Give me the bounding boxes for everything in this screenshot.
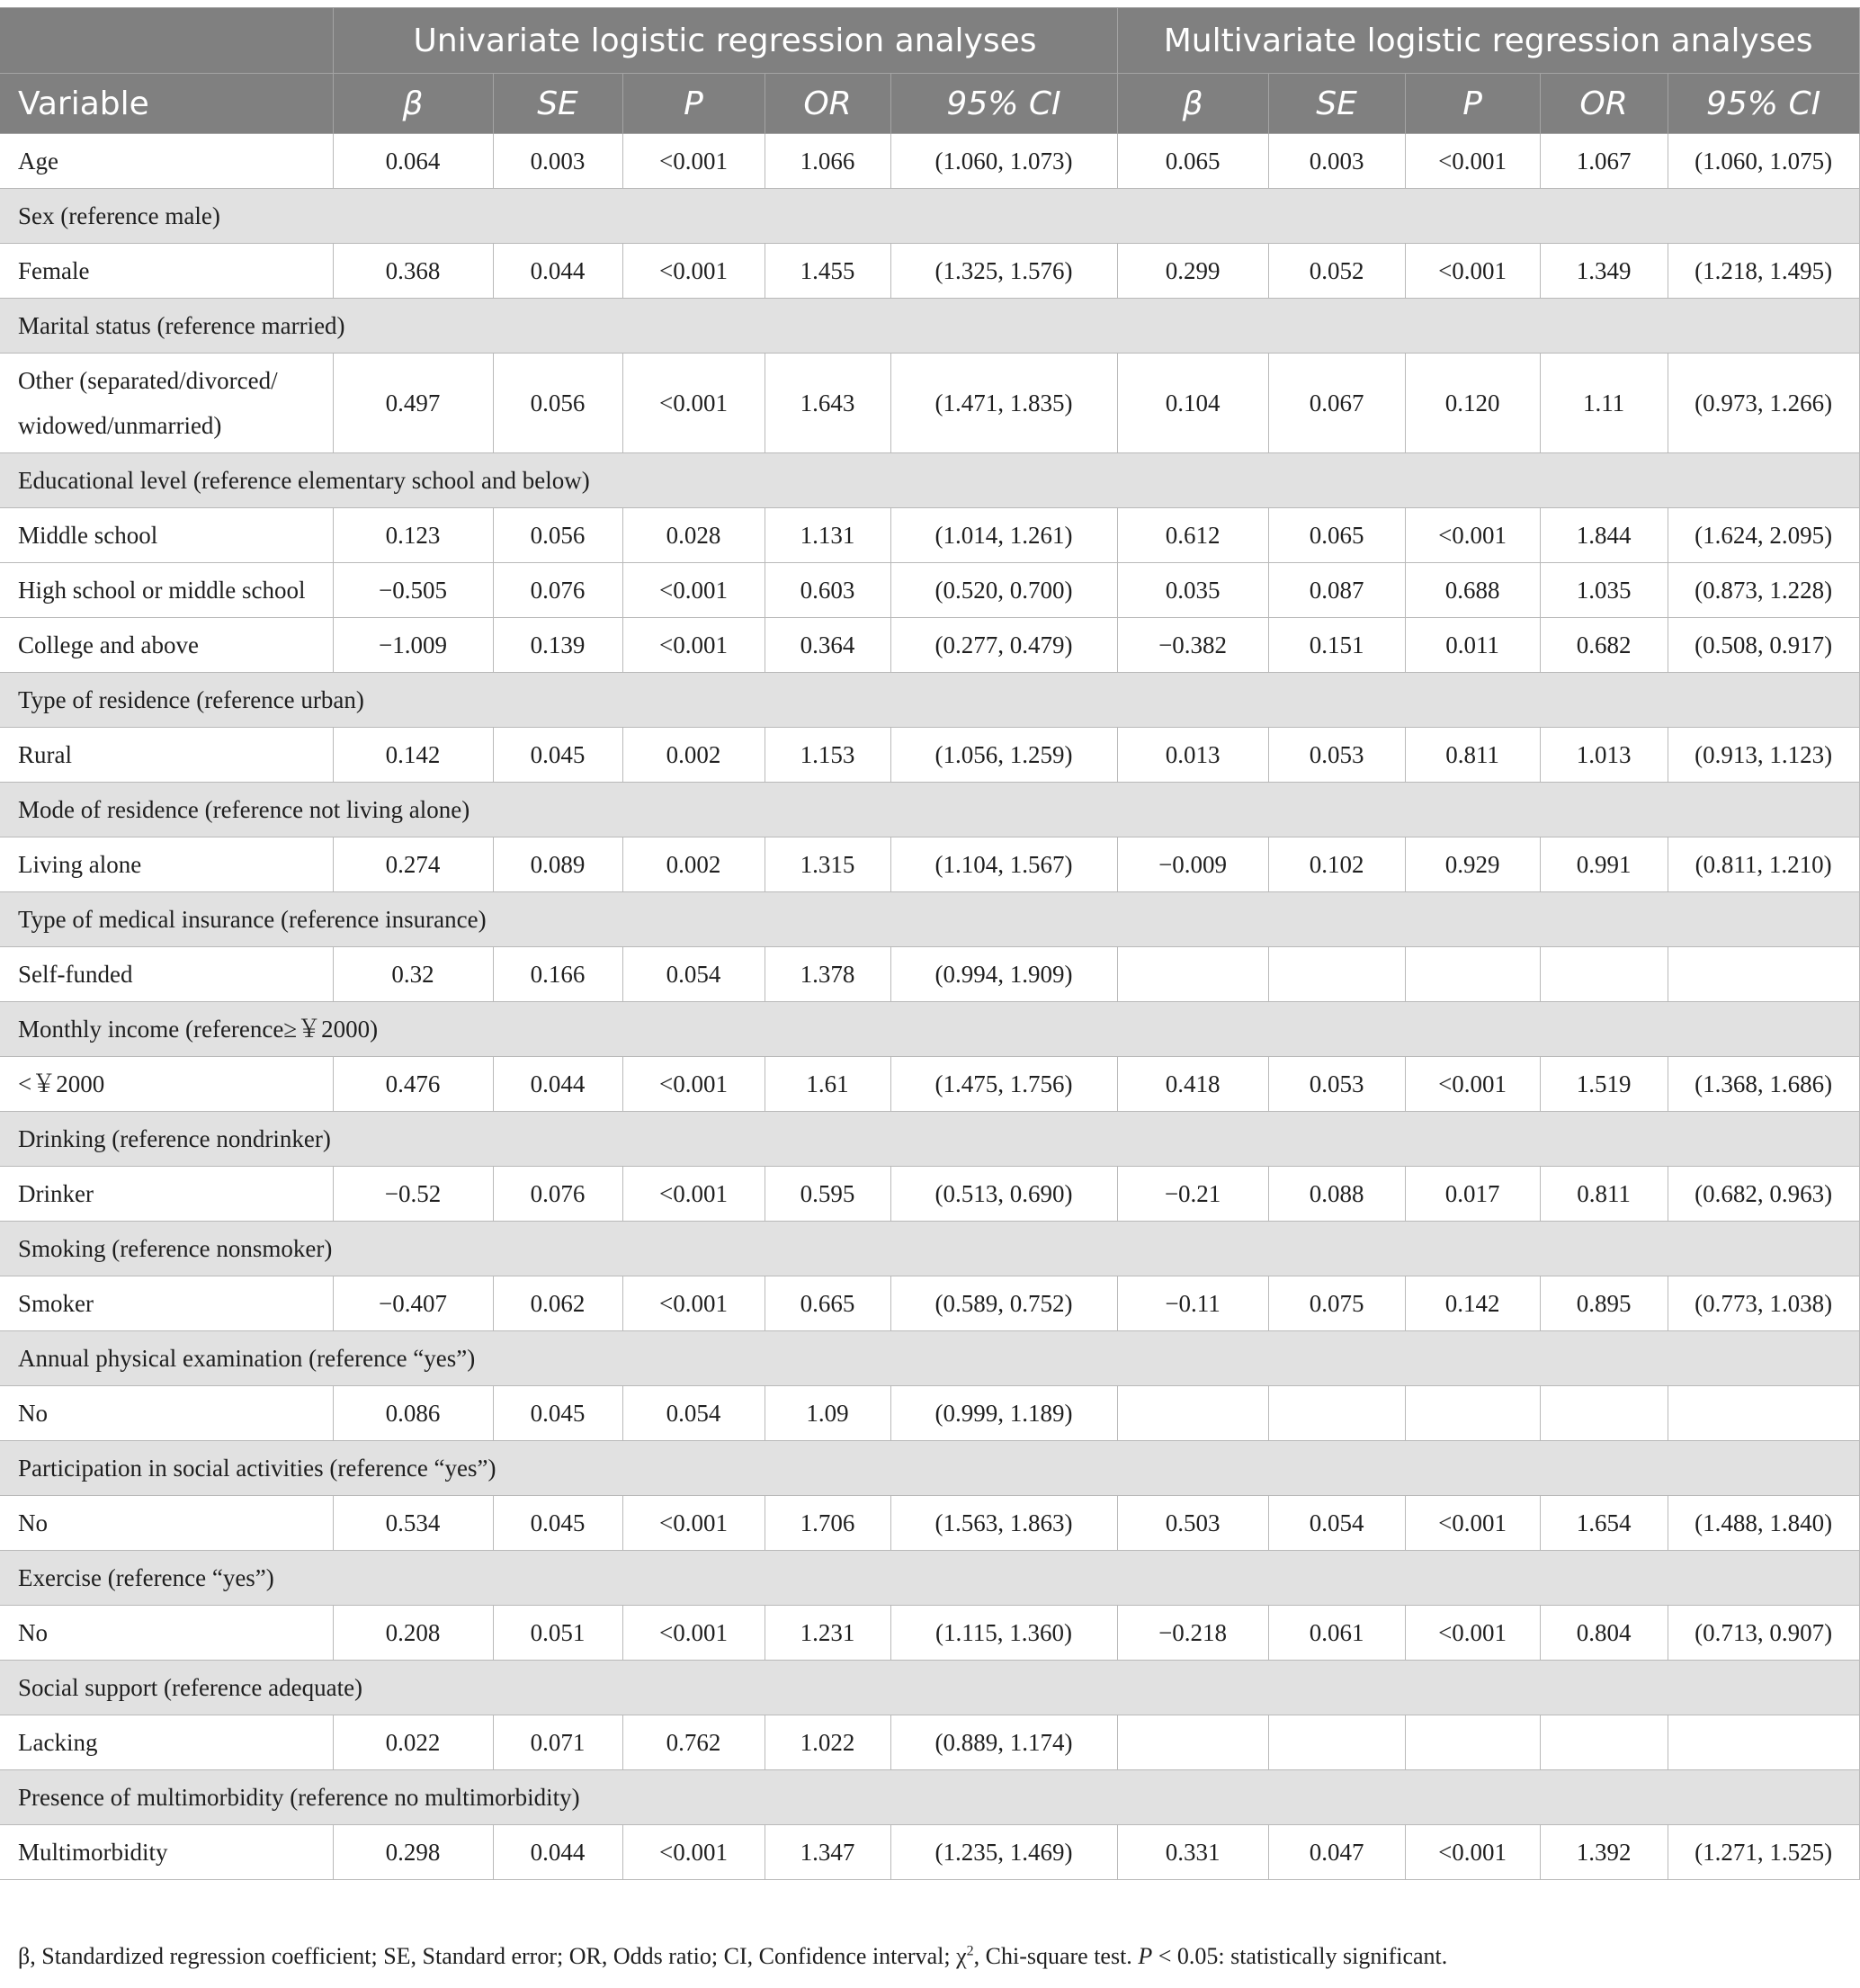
- uni-se-cell: 0.044: [493, 244, 622, 299]
- uni-or-cell: 0.595: [765, 1167, 890, 1222]
- table-row: [0, 354, 1859, 453]
- uni-or-cell: 0.603: [765, 563, 890, 618]
- section-label: Mode of residence (reference not living alone): [0, 783, 1859, 837]
- multi-se-cell: [1268, 1386, 1405, 1441]
- multi-p-cell: 0.120: [1405, 354, 1540, 453]
- uni-beta-header: β: [333, 74, 493, 134]
- uni-ci-header: 95% CI: [890, 74, 1117, 134]
- multi-se-cell: 0.088: [1268, 1167, 1405, 1222]
- multivariate-group-header: Multivariate logistic regression analyses: [1117, 8, 1859, 74]
- uni-se-cell: 0.045: [493, 728, 622, 783]
- section-row: [0, 892, 1859, 947]
- multi-p-cell: 0.011: [1405, 618, 1540, 673]
- section-row: [0, 189, 1859, 244]
- table-row: [0, 1386, 1859, 1441]
- section-row: [0, 299, 1859, 354]
- uni-beta-cell: −0.52: [333, 1167, 493, 1222]
- multi-p-cell: 0.929: [1405, 837, 1540, 892]
- multi-or-cell: 1.844: [1540, 508, 1668, 563]
- footnote-italic-p: P: [1138, 1943, 1153, 1969]
- multi-beta-cell: 0.065: [1117, 134, 1268, 189]
- section-row: [0, 1222, 1859, 1276]
- table-body: [0, 134, 1859, 1880]
- table-row: [0, 1496, 1859, 1551]
- multi-p-cell: <0.001: [1405, 134, 1540, 189]
- section-row: [0, 673, 1859, 728]
- variable-label: No: [0, 1606, 333, 1661]
- multi-or-cell: 1.067: [1540, 134, 1668, 189]
- multi-p-cell: [1405, 1386, 1540, 1441]
- variable-label: Age: [0, 134, 333, 189]
- header-column-row: [0, 74, 1859, 134]
- multi-or-cell: 1.519: [1540, 1057, 1668, 1112]
- multi-beta-cell: 0.503: [1117, 1496, 1268, 1551]
- uni-p-cell: <0.001: [622, 1496, 765, 1551]
- univariate-group-header: Univariate logistic regression analyses: [333, 8, 1117, 74]
- uni-se-cell: 0.056: [493, 354, 622, 453]
- uni-se-header: SE: [493, 74, 622, 134]
- uni-beta-cell: −1.009: [333, 618, 493, 673]
- multi-or-cell: [1540, 1715, 1668, 1770]
- uni-or-cell: 1.066: [765, 134, 890, 189]
- multi-beta-cell: 0.612: [1117, 508, 1268, 563]
- multi-p-cell: <0.001: [1405, 508, 1540, 563]
- multi-se-cell: [1268, 947, 1405, 1002]
- multi-se-cell: 0.087: [1268, 563, 1405, 618]
- variable-label: No: [0, 1496, 333, 1551]
- multi-or-cell: 0.895: [1540, 1276, 1668, 1331]
- multi-beta-cell: [1117, 1386, 1268, 1441]
- uni-p-cell: <0.001: [622, 1825, 765, 1880]
- uni-or-cell: 1.131: [765, 508, 890, 563]
- uni-or-cell: 1.153: [765, 728, 890, 783]
- uni-se-cell: 0.003: [493, 134, 622, 189]
- multi-ci-cell: (1.218, 1.495): [1668, 244, 1859, 299]
- header-corner-cell: [0, 8, 333, 74]
- uni-se-cell: 0.166: [493, 947, 622, 1002]
- table-row: [0, 134, 1859, 189]
- uni-ci-cell: (0.513, 0.690): [890, 1167, 1117, 1222]
- table-row: [0, 1276, 1859, 1331]
- uni-beta-cell: 0.476: [333, 1057, 493, 1112]
- multi-beta-header: β: [1117, 74, 1268, 134]
- table-row: [0, 1057, 1859, 1112]
- uni-ci-cell: (0.589, 0.752): [890, 1276, 1117, 1331]
- multi-beta-cell: −0.11: [1117, 1276, 1268, 1331]
- table-row: [0, 1715, 1859, 1770]
- uni-ci-cell: (0.520, 0.700): [890, 563, 1117, 618]
- multi-p-header: P: [1405, 74, 1540, 134]
- uni-or-cell: 1.61: [765, 1057, 890, 1112]
- multi-beta-cell: 0.013: [1117, 728, 1268, 783]
- uni-ci-cell: (1.056, 1.259): [890, 728, 1117, 783]
- multi-beta-cell: −0.382: [1117, 618, 1268, 673]
- uni-se-cell: 0.071: [493, 1715, 622, 1770]
- table-row: [0, 728, 1859, 783]
- uni-ci-cell: (1.325, 1.576): [890, 244, 1117, 299]
- uni-p-cell: <0.001: [622, 1057, 765, 1112]
- uni-p-cell: <0.001: [622, 1276, 765, 1331]
- table-row: [0, 1167, 1859, 1222]
- multi-ci-cell: (1.060, 1.075): [1668, 134, 1859, 189]
- uni-or-cell: 1.455: [765, 244, 890, 299]
- multi-p-cell: [1405, 1715, 1540, 1770]
- multi-ci-cell: (0.682, 0.963): [1668, 1167, 1859, 1222]
- uni-ci-cell: (0.994, 1.909): [890, 947, 1117, 1002]
- multi-beta-cell: −0.21: [1117, 1167, 1268, 1222]
- footnote-text-2: , Chi-square test.: [973, 1943, 1139, 1969]
- uni-ci-cell: (0.277, 0.479): [890, 618, 1117, 673]
- multi-or-cell: 1.035: [1540, 563, 1668, 618]
- uni-beta-cell: −0.505: [333, 563, 493, 618]
- uni-ci-cell: (1.115, 1.360): [890, 1606, 1117, 1661]
- uni-beta-cell: 0.274: [333, 837, 493, 892]
- multi-p-cell: <0.001: [1405, 1606, 1540, 1661]
- multi-se-cell: [1268, 1715, 1405, 1770]
- multi-ci-cell: (0.873, 1.228): [1668, 563, 1859, 618]
- section-label: Type of medical insurance (reference insurance): [0, 892, 1859, 947]
- uni-beta-cell: −0.407: [333, 1276, 493, 1331]
- multi-se-header: SE: [1268, 74, 1405, 134]
- uni-ci-cell: (0.889, 1.174): [890, 1715, 1117, 1770]
- variable-label: Drinker: [0, 1167, 333, 1222]
- multi-se-cell: 0.053: [1268, 1057, 1405, 1112]
- multi-se-cell: 0.102: [1268, 837, 1405, 892]
- multi-ci-cell: [1668, 947, 1859, 1002]
- multi-beta-cell: [1117, 1715, 1268, 1770]
- multi-beta-cell: 0.035: [1117, 563, 1268, 618]
- uni-p-cell: <0.001: [622, 563, 765, 618]
- regression-table: [0, 7, 1860, 1880]
- multi-p-cell: <0.001: [1405, 1496, 1540, 1551]
- multi-se-cell: 0.065: [1268, 508, 1405, 563]
- multi-or-cell: 0.991: [1540, 837, 1668, 892]
- uni-p-header: P: [622, 74, 765, 134]
- uni-ci-cell: (0.999, 1.189): [890, 1386, 1117, 1441]
- variable-label: High school or middle school: [0, 563, 333, 618]
- table-row: [0, 1606, 1859, 1661]
- uni-p-cell: <0.001: [622, 244, 765, 299]
- uni-beta-cell: 0.142: [333, 728, 493, 783]
- uni-p-cell: <0.001: [622, 618, 765, 673]
- multi-se-cell: 0.067: [1268, 354, 1405, 453]
- uni-or-cell: 1.378: [765, 947, 890, 1002]
- multi-beta-cell: 0.418: [1117, 1057, 1268, 1112]
- uni-or-cell: 0.364: [765, 618, 890, 673]
- section-label: Presence of multimorbidity (reference no multimorbidity): [0, 1770, 1859, 1825]
- multi-beta-cell: [1117, 947, 1268, 1002]
- multi-p-cell: <0.001: [1405, 244, 1540, 299]
- uni-ci-cell: (1.475, 1.756): [890, 1057, 1117, 1112]
- uni-or-cell: 1.706: [765, 1496, 890, 1551]
- variable-label: College and above: [0, 618, 333, 673]
- variable-label: Middle school: [0, 508, 333, 563]
- section-label: Monthly income (reference≥￥2000): [0, 1002, 1859, 1057]
- multi-or-cell: 0.804: [1540, 1606, 1668, 1661]
- section-row: [0, 1112, 1859, 1167]
- section-label: Exercise (reference “yes”): [0, 1551, 1859, 1606]
- multi-or-cell: 1.349: [1540, 244, 1668, 299]
- uni-se-cell: 0.062: [493, 1276, 622, 1331]
- variable-label: Other (separated/divorced/ widowed/unmarried): [0, 354, 333, 453]
- uni-p-cell: 0.054: [622, 947, 765, 1002]
- uni-se-cell: 0.044: [493, 1057, 622, 1112]
- uni-beta-cell: 0.022: [333, 1715, 493, 1770]
- uni-p-cell: <0.001: [622, 134, 765, 189]
- uni-or-cell: 1.022: [765, 1715, 890, 1770]
- multi-or-cell: 1.11: [1540, 354, 1668, 453]
- multi-p-cell: 0.811: [1405, 728, 1540, 783]
- variable-label: Living alone: [0, 837, 333, 892]
- multi-or-cell: [1540, 947, 1668, 1002]
- multi-se-cell: 0.053: [1268, 728, 1405, 783]
- uni-se-cell: 0.076: [493, 1167, 622, 1222]
- multi-se-cell: 0.075: [1268, 1276, 1405, 1331]
- table-header: [0, 8, 1859, 134]
- multi-ci-cell: (1.624, 2.095): [1668, 508, 1859, 563]
- multi-ci-cell: [1668, 1715, 1859, 1770]
- multi-ci-cell: (0.913, 1.123): [1668, 728, 1859, 783]
- multi-p-cell: <0.001: [1405, 1057, 1540, 1112]
- uni-se-cell: 0.076: [493, 563, 622, 618]
- multi-se-cell: 0.061: [1268, 1606, 1405, 1661]
- multi-or-cell: 0.682: [1540, 618, 1668, 673]
- multi-or-cell: 0.811: [1540, 1167, 1668, 1222]
- uni-or-cell: 1.09: [765, 1386, 890, 1441]
- multi-ci-cell: (1.368, 1.686): [1668, 1057, 1859, 1112]
- multi-or-cell: 1.392: [1540, 1825, 1668, 1880]
- uni-se-cell: 0.139: [493, 618, 622, 673]
- variable-label: Female: [0, 244, 333, 299]
- section-label: Annual physical examination (reference “yes”): [0, 1331, 1859, 1386]
- multi-ci-header: 95% CI: [1668, 74, 1859, 134]
- uni-or-header: OR: [765, 74, 890, 134]
- uni-beta-cell: 0.32: [333, 947, 493, 1002]
- multi-or-cell: 1.654: [1540, 1496, 1668, 1551]
- multi-se-cell: 0.054: [1268, 1496, 1405, 1551]
- multi-or-header: OR: [1540, 74, 1668, 134]
- multi-se-cell: 0.151: [1268, 618, 1405, 673]
- table-row: [0, 563, 1859, 618]
- section-row: [0, 1331, 1859, 1386]
- uni-p-cell: 0.762: [622, 1715, 765, 1770]
- multi-p-cell: 0.142: [1405, 1276, 1540, 1331]
- uni-p-cell: 0.054: [622, 1386, 765, 1441]
- section-row: [0, 1551, 1859, 1606]
- variable-label: <￥2000: [0, 1057, 333, 1112]
- uni-se-cell: 0.045: [493, 1386, 622, 1441]
- section-label: Sex (reference male): [0, 189, 1859, 244]
- uni-p-cell: 0.002: [622, 837, 765, 892]
- table-row: [0, 1825, 1859, 1880]
- uni-se-cell: 0.044: [493, 1825, 622, 1880]
- table-row: [0, 244, 1859, 299]
- footnote-superscript: 2: [966, 1943, 974, 1959]
- multi-or-cell: 1.013: [1540, 728, 1668, 783]
- uni-ci-cell: (1.104, 1.567): [890, 837, 1117, 892]
- variable-column-header: Variable: [0, 74, 333, 134]
- uni-or-cell: 1.643: [765, 354, 890, 453]
- header-group-row: [0, 8, 1859, 74]
- uni-beta-cell: 0.208: [333, 1606, 493, 1661]
- uni-se-cell: 0.089: [493, 837, 622, 892]
- uni-or-cell: 1.315: [765, 837, 890, 892]
- multi-p-cell: <0.001: [1405, 1825, 1540, 1880]
- section-label: Smoking (reference nonsmoker): [0, 1222, 1859, 1276]
- table-row: [0, 837, 1859, 892]
- table-footnote: [18, 1943, 1853, 1970]
- multi-ci-cell: (0.773, 1.038): [1668, 1276, 1859, 1331]
- section-label: Participation in social activities (reference “yes”): [0, 1441, 1859, 1496]
- uni-p-cell: <0.001: [622, 1606, 765, 1661]
- uni-beta-cell: 0.064: [333, 134, 493, 189]
- multi-ci-cell: (1.271, 1.525): [1668, 1825, 1859, 1880]
- section-row: [0, 1770, 1859, 1825]
- section-label: Drinking (reference nondrinker): [0, 1112, 1859, 1167]
- table-row: [0, 508, 1859, 563]
- table-row: [0, 618, 1859, 673]
- uni-ci-cell: (1.060, 1.073): [890, 134, 1117, 189]
- uni-beta-cell: 0.534: [333, 1496, 493, 1551]
- uni-beta-cell: 0.368: [333, 244, 493, 299]
- variable-label: Lacking: [0, 1715, 333, 1770]
- footnote-text-1: β, Standardized regression coefficient; SE, Standard error; OR, Odds ratio; CI, Confidence interval; χ: [18, 1943, 967, 1969]
- section-row: [0, 1661, 1859, 1715]
- multi-ci-cell: [1668, 1386, 1859, 1441]
- multi-ci-cell: (0.973, 1.266): [1668, 354, 1859, 453]
- multi-p-cell: 0.017: [1405, 1167, 1540, 1222]
- uni-or-cell: 1.347: [765, 1825, 890, 1880]
- uni-ci-cell: (1.563, 1.863): [890, 1496, 1117, 1551]
- variable-label: Rural: [0, 728, 333, 783]
- section-row: [0, 1002, 1859, 1057]
- footnote-text-3: < 0.05: statistically significant.: [1152, 1943, 1448, 1969]
- uni-se-cell: 0.051: [493, 1606, 622, 1661]
- multi-beta-cell: −0.218: [1117, 1606, 1268, 1661]
- variable-label: Smoker: [0, 1276, 333, 1331]
- variable-label: Self-funded: [0, 947, 333, 1002]
- uni-or-cell: 1.231: [765, 1606, 890, 1661]
- multi-beta-cell: 0.104: [1117, 354, 1268, 453]
- uni-beta-cell: 0.123: [333, 508, 493, 563]
- uni-beta-cell: 0.086: [333, 1386, 493, 1441]
- multi-beta-cell: 0.299: [1117, 244, 1268, 299]
- multi-beta-cell: 0.331: [1117, 1825, 1268, 1880]
- multi-se-cell: 0.003: [1268, 134, 1405, 189]
- multi-beta-cell: −0.009: [1117, 837, 1268, 892]
- uni-beta-cell: 0.298: [333, 1825, 493, 1880]
- uni-p-cell: 0.028: [622, 508, 765, 563]
- multi-se-cell: 0.047: [1268, 1825, 1405, 1880]
- multi-or-cell: [1540, 1386, 1668, 1441]
- uni-p-cell: <0.001: [622, 1167, 765, 1222]
- uni-p-cell: <0.001: [622, 354, 765, 453]
- multi-ci-cell: (1.488, 1.840): [1668, 1496, 1859, 1551]
- uni-ci-cell: (1.471, 1.835): [890, 354, 1117, 453]
- multi-se-cell: 0.052: [1268, 244, 1405, 299]
- multi-p-cell: 0.688: [1405, 563, 1540, 618]
- table-row: [0, 947, 1859, 1002]
- uni-se-cell: 0.056: [493, 508, 622, 563]
- section-label: Marital status (reference married): [0, 299, 1859, 354]
- multi-p-cell: [1405, 947, 1540, 1002]
- multi-ci-cell: (0.811, 1.210): [1668, 837, 1859, 892]
- uni-p-cell: 0.002: [622, 728, 765, 783]
- section-label: Type of residence (reference urban): [0, 673, 1859, 728]
- multi-ci-cell: (0.713, 0.907): [1668, 1606, 1859, 1661]
- uni-se-cell: 0.045: [493, 1496, 622, 1551]
- section-row: [0, 1441, 1859, 1496]
- section-row: [0, 453, 1859, 508]
- variable-label: No: [0, 1386, 333, 1441]
- section-row: [0, 783, 1859, 837]
- uni-ci-cell: (1.014, 1.261): [890, 508, 1117, 563]
- variable-label: Multimorbidity: [0, 1825, 333, 1880]
- uni-ci-cell: (1.235, 1.469): [890, 1825, 1117, 1880]
- uni-or-cell: 0.665: [765, 1276, 890, 1331]
- multi-ci-cell: (0.508, 0.917): [1668, 618, 1859, 673]
- section-label: Educational level (reference elementary school and below): [0, 453, 1859, 508]
- uni-beta-cell: 0.497: [333, 354, 493, 453]
- section-label: Social support (reference adequate): [0, 1661, 1859, 1715]
